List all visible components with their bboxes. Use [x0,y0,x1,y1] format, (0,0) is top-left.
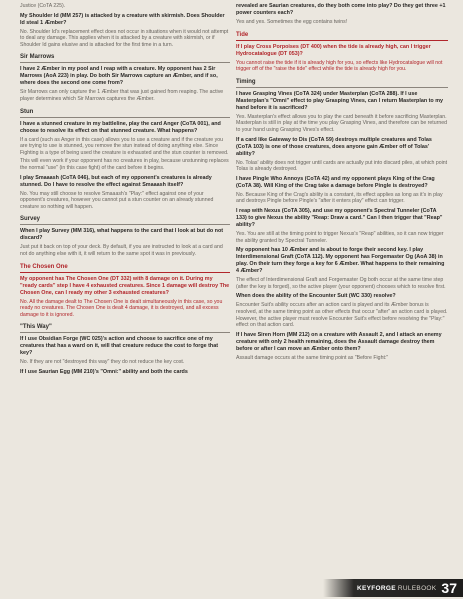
question: My Shoulder Id (MM 257) is attacked by a creature with skirmish. Does Shoulder Id steal 1 Æmber? [20,12,225,26]
left-lead-text: Justice (CoTA 225). [20,3,66,9]
question: I have 2 Æmber in my pool and I reap with a creature. My opponent has 2 Sir Marrows (AoA 223) in play. Do both Sir Marrows capture an Æmber, and if so, where does the second one come from? [20,66,218,87]
answer: No. Shoulder Id's replacement effect does not occur in situations when it would not attempt to deal any damage. This applies when it is attacked by a creature with skirmish, or if Shoulder Id gains elusive and is attacked for the first time in a turn. [20,28,229,48]
question: My opponent has The Chosen One (DT 332) with 8 damage on it. During my "ready cards" step I have 4 exhausted creatures. Since 1 damage will destroy The Chosen One, can I ready my other 3 exhausted creatures? [20,275,230,296]
answer: Yes. You are still at the timing point to trigger Nexus's "Reap" abilities, so it can now trigger the ability granted by Spectral Tunneler. [236,230,444,244]
section-heading-the-chosen-one: The Chosen One [20,264,230,273]
right-column [236,3,448,361]
question: When does the ability of the Encounter Suit (WC 330) resolve? [236,293,396,300]
question: I have Pingle Who Annoys (CoTA 42) and my opponent plays King of the Crag (CoTA 38). Will King of the Crag take a damage before Pingle is destroyed? [236,175,435,189]
answer: This will even work if your opponent has no creatures in play, because unstunning replaces the normal "use" (in this case fight) of the card before it begins. [20,158,229,171]
question: My opponent has 10 Æmber and is about to forge their second key. I play Interdimensional Graft (CoTA 112). My opponent has Forgemaster Og (AoA 38) in play. On their turn they forge a key for 6 Æmber. What happens to their remaining 4 Æmber? [236,247,445,275]
answer: The effect of Interdimensional Graft and Forgemaster Og both occur at the same time step (after the key is forged), so the active player (your opponent) chooses which to resolve first. [236,277,446,290]
page-footer [323,579,463,597]
question: When I play Survey (MM 316), what happens to the card that I look at but do not discard? [20,228,224,242]
question: If I use Saurian Egg (MM 210)'s "Omni:" ability and both the cards [20,368,188,375]
footer-brand: KEYFORGE [357,584,396,592]
left-column [20,3,230,376]
page-number: 37 [441,580,457,596]
section-heading-sir-marrows: Sir Marrows [20,54,230,63]
question: If a card like Gateway to Dis (CoTA 59) destroys multiple creatures and Tolas (CoTA 103) is one of those creatures, does anyone gain Æmber off of Tolas' ability? [236,136,432,157]
answer: Sir Marrows can only capture the 1 Æmber that was just gained from reaping. The active player determines which Sir Marrows captures the Æmber. [20,89,224,102]
question: If I use Obsidian Forge (WC 025)'s action and choose to sacrifice one of my creatures that has a ward on it, will that creature reduce the cost to forge that key? [20,336,219,357]
section-heading-stun: Stun [20,109,230,118]
section-heading-this-way: "This Way" [20,324,230,333]
section-heading-survey: Survey [20,216,230,225]
section-heading-tide: Tide [236,32,448,41]
answer: Yes and yes. Sometimes the egg contains twins! [236,19,348,25]
answer: No. All the damage dealt to The Chosen One is dealt simultaneously in this case, so you ready no creatures. The Chosen One is dealt 4 damage, it is destroyed, and all excess damage to it is ignored. [20,298,223,318]
question: I have a stunned creature in my battleline, play the card Anger (CoTA 001), and choose to resolve its effect on that stunned creature. What happens? [20,120,221,134]
question: I have Grasping Vines (CoTA 324) under Masterplan (CoTA 288). If I use Masterplan's "Omni" effect to play Grasping Vines, can I return Masterplan to my hand before it is sacrificed? [236,90,443,111]
answer: Just put it back on top of your deck. By default, if you are instructed to look at a card and not do anything else with it, it will return to the same spot it was in previously. [20,244,223,257]
question: If I have Siren Horn (MM 212) on a creature with Assault 2, and I attack an enemy creature with only 2 health remaining, does the Assault damage destroy them before or after I can move an Æmber onto them? [236,331,442,352]
answer: No. Because King of the Crag's ability is a constant, its effect applies as long as it's in play and destroys Pingle before Pingle's "after it enters play" effect can trigger. [236,191,443,205]
question: I reap with Nexus (CoTA 305), and use my opponent's Spectral Tunneler (CoTA 133) to give Nexus the ability "Reap: Draw a card." Can I then trigger that "Reap" ability? [236,207,443,228]
answer: Encounter Suit's ability occurs after an action card is played and its Æmber bonus is resolved, at the same timing point as other effects that occur "after" an action card is played. However, the active player must resolve Encounter Suit's effect before resolving the "Play:" effect on that action card. [236,302,448,329]
section-heading-timing: Timing [236,79,448,88]
answer: Assault damage occurs at the same timing point as "Before Fight:" [236,354,389,361]
footer-label: RULEBOOK [397,584,437,592]
answer: No. You may still choose to resolve Smaaash's "Play:" effect against one of your opponent's creatures, however you cannot put a stun counter on an already stunned creature so nothing will happen. [20,190,214,210]
question: If I play Cross Porpoises (DT 400) when the tide is already high, can I trigger Hydrocatalogue (DT 053)? [236,43,431,57]
continued-question: revealed are Saurian creatures, do they both come into play? Do they get three +1 power counters each? [236,3,446,16]
answer: No. If they are not "destroyed this way" they do not reduce the key cost. [20,359,185,366]
answer: No. Tolas' ability does not trigger until cards are actually put into discard piles, at which point Tolas is already destroyed. [236,159,448,173]
answer: If a card (such as Anger in this case) allows you to use a creature and if the creature you are trying to use is stunned, you remove the stun instead of doing anything else. Since Fighting is a type of being used the creature is exhausted and the stun counter is removed. [20,136,229,156]
question: I play Smaaash (CoTA 046), but each of my opponent's creatures is already stunned. Do I have to resolve the effect against Smaaash itself? [20,174,212,188]
answer: Yes. Masterplan's effect allows you to play the card beneath it before sacrificing Masterplan. Masterplan is still in play at the time you play Grasping Vines, and therefore can be returned to your hand using Grasping Vines's effect. [236,113,447,133]
answer: You cannot raise the tide if it is already high for you, so effects like Hydrocatalogue will not trigger off of the "raise the tide" effect while the tide is already high for you. [236,59,443,73]
